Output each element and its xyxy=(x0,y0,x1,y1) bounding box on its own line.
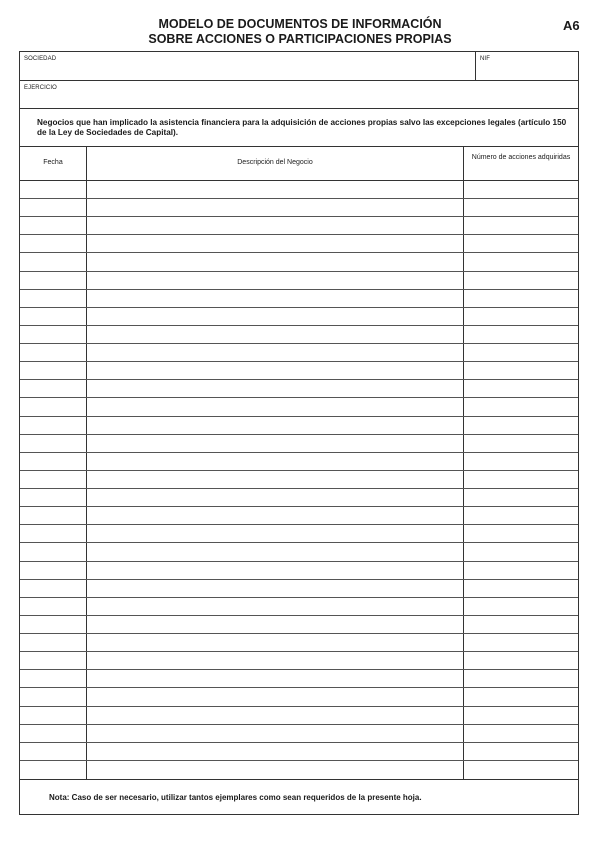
table-row xyxy=(20,271,578,272)
column-divider-2 xyxy=(463,147,464,780)
table-row xyxy=(20,706,578,707)
table-row xyxy=(20,452,578,453)
table-row xyxy=(20,742,578,743)
ejercicio-label: EJERCICIO xyxy=(24,85,57,91)
table-row xyxy=(20,252,578,253)
nif-separator xyxy=(475,52,476,80)
table-row xyxy=(20,343,578,344)
table-row xyxy=(20,579,578,580)
title-line-1: MODELO DE DOCUMENTOS DE INFORMACIÓN xyxy=(158,17,442,31)
column-divider-1 xyxy=(86,147,87,780)
table-row xyxy=(20,397,578,398)
title-line-2: SOBRE ACCIONES O PARTICIPACIONES PROPIAS xyxy=(148,31,452,46)
table-row xyxy=(20,361,578,362)
table-row xyxy=(20,669,578,670)
header-descripcion: Descripción del Negocio xyxy=(237,159,313,166)
table-row xyxy=(20,615,578,616)
table-row xyxy=(20,488,578,489)
ejercicio-row xyxy=(20,81,578,109)
table-row xyxy=(20,597,578,598)
table-row xyxy=(20,760,578,761)
footer-note: Nota: Caso de ser necesario, utilizar tantos ejemplares como sean requeridos de la presente hoja. xyxy=(49,793,422,802)
table-row xyxy=(20,687,578,688)
table-top-border xyxy=(20,146,578,147)
table-row xyxy=(20,542,578,543)
table-row xyxy=(20,325,578,326)
table-row xyxy=(20,379,578,380)
table-row xyxy=(20,651,578,652)
form-code: A6 xyxy=(563,18,580,33)
table-row xyxy=(20,234,578,235)
table-row xyxy=(20,416,578,417)
header-numero-acciones: Número de acciones adquiridas xyxy=(471,154,571,161)
table-row xyxy=(20,506,578,507)
table-row xyxy=(20,289,578,290)
table-row xyxy=(20,633,578,634)
form-body xyxy=(19,51,579,815)
table-row xyxy=(20,724,578,725)
table-bottom-border xyxy=(20,779,578,780)
table-header-border xyxy=(20,180,578,181)
table-row xyxy=(20,524,578,525)
table-row xyxy=(20,434,578,435)
sociedad-row xyxy=(20,52,578,81)
nif-label: NIF xyxy=(480,56,490,62)
table-row xyxy=(20,216,578,217)
table-row xyxy=(20,198,578,199)
table-row xyxy=(20,307,578,308)
header-fecha: Fecha xyxy=(43,159,63,166)
form-title xyxy=(0,17,600,46)
sociedad-label: SOCIEDAD xyxy=(24,56,57,62)
table-row xyxy=(20,470,578,471)
table-row xyxy=(20,561,578,562)
section-title: Negocios que han implicado la asistencia financiera para la adquisición de acciones propias salvo las excepciones legales (artículo 150 de la Ley de Sociedades de Capital). xyxy=(37,118,567,137)
